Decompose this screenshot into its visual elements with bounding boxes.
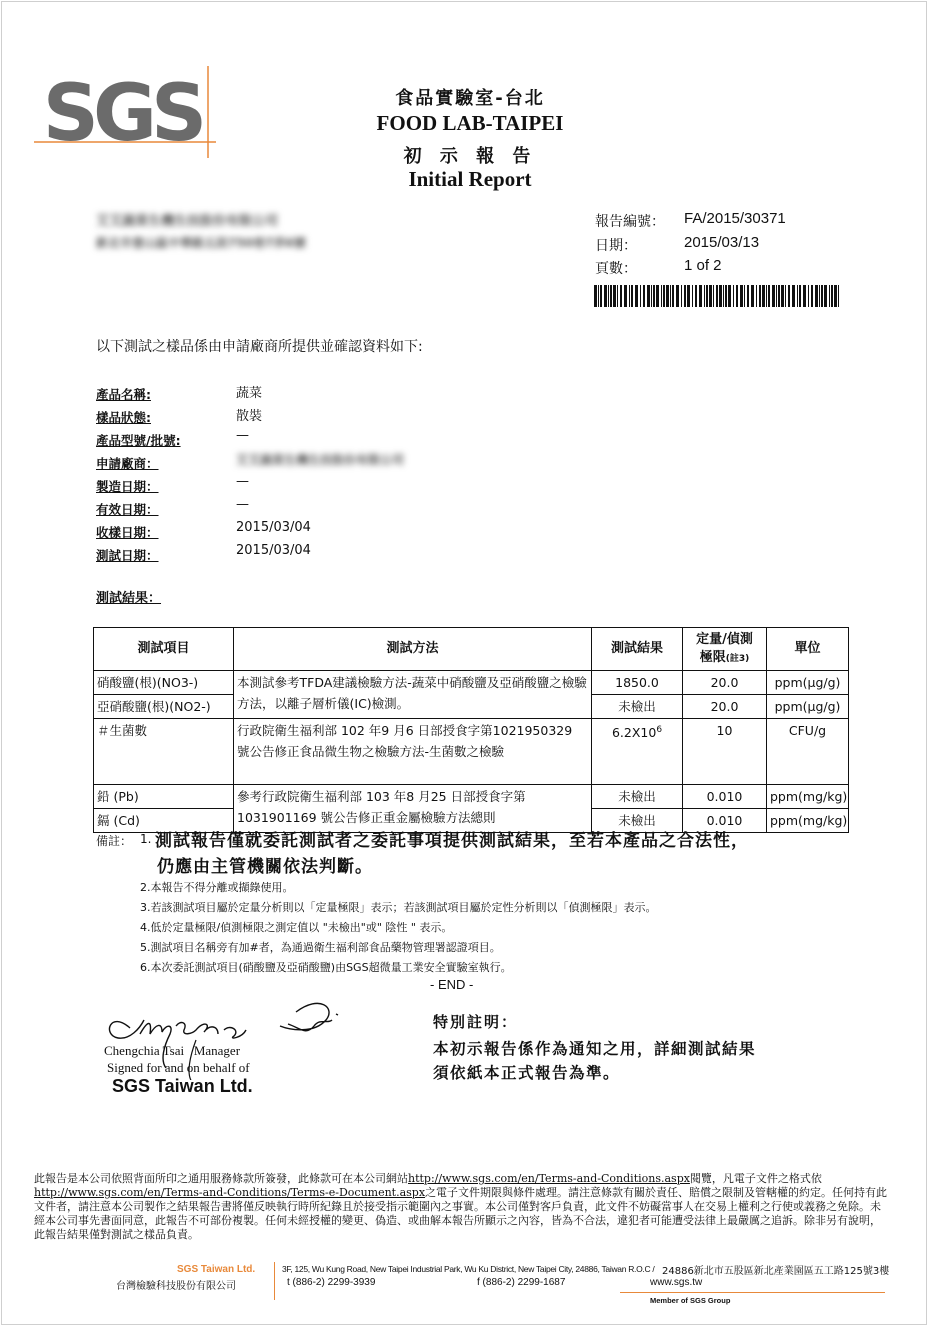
- report-number-label: 報告編號：: [595, 214, 665, 230]
- info-label-state: 樣品狀態:: [96, 410, 151, 425]
- footer-website[interactable]: www.sgs.tw: [650, 1277, 703, 1288]
- barcode-bar: [676, 285, 679, 307]
- barcode-bar: [831, 285, 833, 307]
- barcode-bar: [776, 285, 777, 307]
- barcode-bar: [706, 285, 708, 307]
- info-value-test-date: 2015/03/04: [236, 543, 311, 558]
- client-company-blurred: 艾艾蔬菜生機生技股份有限公司: [96, 214, 279, 229]
- header-limit-line1: 定量/偵測: [696, 631, 753, 647]
- intro-text: 以下測試之樣品係由申請廠商所提供並確認資料如下:: [96, 339, 423, 355]
- report-date-value: 2015/03/13: [684, 234, 760, 251]
- barcode-bar: [620, 285, 622, 307]
- cell-bact-method: 行政院衛生福利部 102 年9 月6 日部授食字第1021950329 號公告修正食品微生物之檢驗方法-生菌數之檢驗: [234, 719, 592, 785]
- disclaimer-part1: 此報告是本公司依照背面所印之通用服務條款所簽發，此條款可在本公司網站: [34, 1172, 408, 1185]
- barcode-bar: [709, 285, 712, 307]
- barcode-bar: [762, 285, 765, 307]
- terms-e-document-link[interactable]: http://www.sgs.com/en/Terms-and-Conditions/Terms-e-Document.aspx: [34, 1186, 426, 1199]
- header-method: 測試方法: [234, 628, 592, 671]
- barcode-bar: [635, 285, 638, 307]
- barcode-bar: [684, 285, 686, 307]
- info-label-exp-date: 有效日期：: [96, 502, 159, 517]
- report-date-label: 日期：: [595, 238, 637, 254]
- end-marker: - END -: [430, 977, 474, 992]
- barcode-bar: [759, 285, 761, 307]
- note-1-number: 1.: [140, 832, 152, 846]
- barcode-bar: [834, 285, 837, 307]
- footer-rule: [620, 1292, 885, 1293]
- barcode-bar: [756, 285, 757, 307]
- barcode-bar: [725, 285, 727, 307]
- info-value-receive-date: 2015/03/04: [236, 520, 311, 535]
- barcode-bar: [598, 285, 599, 307]
- info-label-applicant: 申請廠商：: [96, 456, 159, 471]
- results-table: [93, 627, 849, 833]
- signed-on-behalf: Signed for and on behalf of: [107, 1060, 250, 1075]
- header-result: 測試結果: [592, 628, 683, 671]
- cell-nitrate-unit: ppm(μg/g): [767, 671, 849, 695]
- barcode-bar: [666, 285, 669, 307]
- info-label-mfg-date: 製造日期：: [96, 479, 159, 494]
- barcode-bar: [651, 285, 652, 307]
- note-4: 4.低於定量極限/偵測極限之測定值以 "未檢出"或" 陰性 " 表示。: [140, 921, 453, 934]
- footer-address-en: 3F, 125, Wu Kung Road, New Taipei Industrial Park, Wu Ku District, New Taipei City, 24886, Taiwan R.O.C /: [282, 1264, 655, 1274]
- barcode-bar: [829, 285, 830, 307]
- barcode-bar: [713, 285, 714, 307]
- signatory-name: Chengchia Tsai Manager: [104, 1043, 241, 1058]
- barcode-bar: [736, 285, 738, 307]
- client-address-blurred: 新北市壹山區中華路五段750巷7弄6號: [96, 236, 306, 250]
- barcode-bar: [728, 285, 731, 307]
- sgs-logo: [28, 62, 218, 162]
- barcode-bar: [838, 285, 839, 307]
- footer-telephone: t (886-2) 2299-3939: [287, 1277, 376, 1288]
- barcode-bar: [821, 285, 823, 307]
- info-label-batch: 產品型號/批號:: [96, 433, 181, 448]
- cell-nitrite-unit: ppm(μg/g): [767, 695, 849, 719]
- report-type-zh: 初 示 報 告: [403, 146, 537, 167]
- barcode-bar: [610, 285, 612, 307]
- barcode-bar: [792, 285, 795, 307]
- barcode-bar: [624, 285, 627, 307]
- barcode-bar: [788, 285, 790, 307]
- barcode-bar: [695, 285, 697, 307]
- info-value-exp-date: —: [236, 497, 249, 512]
- cell-bact-item: ＃生菌數: [94, 719, 234, 785]
- barcode-bar: [819, 285, 820, 307]
- page-count-value: 1 of 2: [684, 257, 722, 274]
- barcode-bar: [608, 285, 609, 307]
- note-3: 3.若該測試項目屬於定量分析則以「定量極限」表示；若該測試項目屬於定性分析則以「偵測極限」表示。: [140, 901, 657, 914]
- barcode-bar: [704, 285, 705, 307]
- note-1-line2: 仍應由主管機關依法判斷。: [157, 857, 373, 877]
- note-6: 6.本次委託測試項目(硝酸鹽及亞硝酸鹽)由SGS超微量工業安全實驗室執行。: [140, 961, 512, 974]
- barcode-bar: [604, 285, 607, 307]
- table-row: [94, 671, 849, 695]
- barcode-bar: [785, 285, 786, 307]
- header-unit: 單位: [767, 628, 849, 671]
- barcode-bar: [716, 285, 718, 307]
- info-label-receive-date: 收樣日期：: [96, 525, 159, 540]
- table-row: [94, 719, 849, 785]
- table-row: [94, 785, 849, 809]
- bact-result-base: 6.2X10: [611, 725, 657, 741]
- barcode-bar: [656, 285, 659, 307]
- barcode-bar: [629, 285, 630, 307]
- notes-prefix: 備註：: [96, 834, 133, 848]
- barcode-bar: [803, 285, 806, 307]
- report-type-en: Initial Report: [408, 167, 532, 191]
- barcode-bar: [747, 285, 749, 307]
- title-zh: 食品實驗室-台北: [395, 88, 545, 109]
- cell-metal-method: 參考行政院衛生福利部 103 年8 月25 日部授食字第1031901169 號公告修正重金屬檢驗方法總則: [234, 785, 592, 833]
- bact-result-exponent: 6: [656, 725, 663, 735]
- cell-pb-limit: 0.010: [683, 785, 767, 809]
- barcode-bar: [670, 285, 671, 307]
- barcode-bar: [663, 285, 665, 307]
- barcode-bar: [647, 285, 650, 307]
- barcode-bar: [687, 285, 690, 307]
- barcode-bar: [681, 285, 682, 307]
- header-limit-note: (註3): [725, 653, 750, 664]
- barcode-bar: [766, 285, 767, 307]
- footer-member: Member of SGS Group: [650, 1296, 731, 1305]
- table-header-row: [94, 628, 849, 671]
- info-label-test-date: 測試日期：: [96, 548, 159, 563]
- barcode-bar: [672, 285, 674, 307]
- title-en: FOOD LAB-TAIPEI: [376, 111, 564, 135]
- barcode-bar: [808, 285, 809, 307]
- barcode-bar: [778, 285, 780, 307]
- barcode-bar: [640, 285, 641, 307]
- cell-nitrate-method: 本測試參考TFDA建議檢驗方法-蔬菜中硝酸鹽及亞硝酸鹽之檢驗方法，以離子層析儀(IC)檢測。: [234, 671, 592, 719]
- header-item: 測試項目: [94, 628, 234, 671]
- special-notice-title: 特別註明：: [433, 1013, 519, 1031]
- note-5: 5.測試項目名稱旁有加#者，為通過衛生福利部食品藥物管理署認證項目。: [140, 941, 501, 954]
- barcode-bar: [781, 285, 784, 307]
- barcode-bar: [600, 285, 602, 307]
- barcode-bar: [733, 285, 734, 307]
- results-heading: 測試結果：: [96, 591, 162, 606]
- header-limit: [683, 628, 767, 671]
- disclaimer: [34, 1172, 890, 1242]
- disclaimer-part3: 之電子文件期限與條件處理。請注意條款有關於責任、賠償之限制及管轄權的約定。任何持有此文件者，請注意本公司製作之結果報告書將僅反映執行時所紀錄且於接受指示範圍內之事實。本公司僅對客戶負責，此文件不妨礙當事人在交易上權利之行使或義務之免除。未經本公司事先書面同意，此報告不可部份複製。任何未經授權的變更、偽造、或曲解本報告所顯示之內容，皆為不合法，違犯者可能遭受法律上最嚴厲之追訴。除非另有說明，此報告結果僅對測試之樣品負責。: [34, 1186, 888, 1241]
- info-value-product: 蔬菜: [236, 386, 263, 401]
- info-value-applicant: 艾艾蔬菜生機生技股份有限公司: [236, 453, 405, 467]
- cell-nitrate-result: 1850.0: [592, 671, 683, 695]
- barcode-bar: [815, 285, 818, 307]
- barcode-bar: [661, 285, 662, 307]
- barcode-bar: [692, 285, 693, 307]
- barcode-bar: [772, 285, 775, 307]
- barcode-bar: [613, 285, 616, 307]
- cell-nitrite-item: 亞硝酸鹽(根)(NO2-): [94, 695, 234, 719]
- disclaimer-part2: 閱覽，凡電子文件之格式依: [689, 1172, 822, 1185]
- cell-cd-limit: 0.010: [683, 809, 767, 833]
- barcode-bar: [699, 285, 702, 307]
- info-value-mfg-date: —: [236, 474, 249, 489]
- cell-bact-result: [592, 719, 683, 785]
- cell-pb-item: 鉛 (Pb): [94, 785, 234, 809]
- barcode-bar: [799, 285, 801, 307]
- note-2: 2.本報告不得分離或擷錄使用。: [140, 881, 294, 894]
- barcode-bar: [617, 285, 618, 307]
- footer-company-zh: 台灣檢驗科技股份有限公司: [116, 1281, 236, 1292]
- note-1-line1: 測試報告僅就委託測試者之委託事項提供測試結果，至若本產品之合法性，: [155, 831, 749, 851]
- barcode-bar: [723, 285, 724, 307]
- info-label-product: 產品名稱:: [96, 387, 151, 402]
- cell-cd-unit: ppm(mg/kg): [767, 809, 849, 833]
- footer-company-en: SGS Taiwan Ltd.: [177, 1264, 256, 1275]
- cell-nitrate-limit: 20.0: [683, 671, 767, 695]
- report-number-value: FA/2015/30371: [684, 210, 786, 227]
- cell-nitrite-limit: 20.0: [683, 695, 767, 719]
- barcode-bar: [719, 285, 722, 307]
- barcode-bar: [594, 285, 597, 307]
- barcode-bar: [768, 285, 770, 307]
- info-value-batch: —: [236, 428, 249, 443]
- cell-bact-limit: 10: [683, 719, 767, 785]
- terms-link[interactable]: http://www.sgs.com/en/Terms-and-Conditions.aspx: [408, 1172, 690, 1185]
- special-notice-line1: 本初示報告係作為通知之用，詳細測試結果: [433, 1040, 757, 1058]
- barcode-bar: [751, 285, 754, 307]
- footer-address-zh: 24886新北市五股區新北產業園區五工路125號3樓: [662, 1266, 890, 1277]
- cell-cd-result: 未檢出: [592, 809, 683, 833]
- cell-nitrate-item: 硝酸鹽(根)(NO3-): [94, 671, 234, 695]
- header-limit-line2: 極限: [699, 649, 726, 665]
- barcode-bar: [631, 285, 633, 307]
- barcode-bar: [811, 285, 813, 307]
- barcode-bar: [653, 285, 655, 307]
- barcode-bar: [744, 285, 745, 307]
- footer-fax: f (886-2) 2299-1687: [477, 1277, 566, 1288]
- page-count-label: 頁數：: [595, 261, 637, 277]
- cell-pb-unit: ppm(mg/kg): [767, 785, 849, 809]
- signature-company: SGS Taiwan Ltd.: [112, 1076, 253, 1096]
- barcode-bar: [824, 285, 827, 307]
- cell-nitrite-result: 未檢出: [592, 695, 683, 719]
- barcode-bar: [643, 285, 645, 307]
- barcode-bar: [740, 285, 743, 307]
- barcode: [594, 285, 842, 307]
- barcode-bar: [797, 285, 798, 307]
- cell-cd-item: 鎘 (Cd): [94, 809, 234, 833]
- info-value-state: 散裝: [236, 409, 263, 424]
- footer-divider: [274, 1262, 275, 1300]
- special-notice-line2: 須依紙本正式報告為準。: [433, 1064, 621, 1082]
- cell-bact-unit: CFU/g: [767, 719, 849, 785]
- cell-pb-result: 未檢出: [592, 785, 683, 809]
- logo-text: SGS: [42, 69, 202, 159]
